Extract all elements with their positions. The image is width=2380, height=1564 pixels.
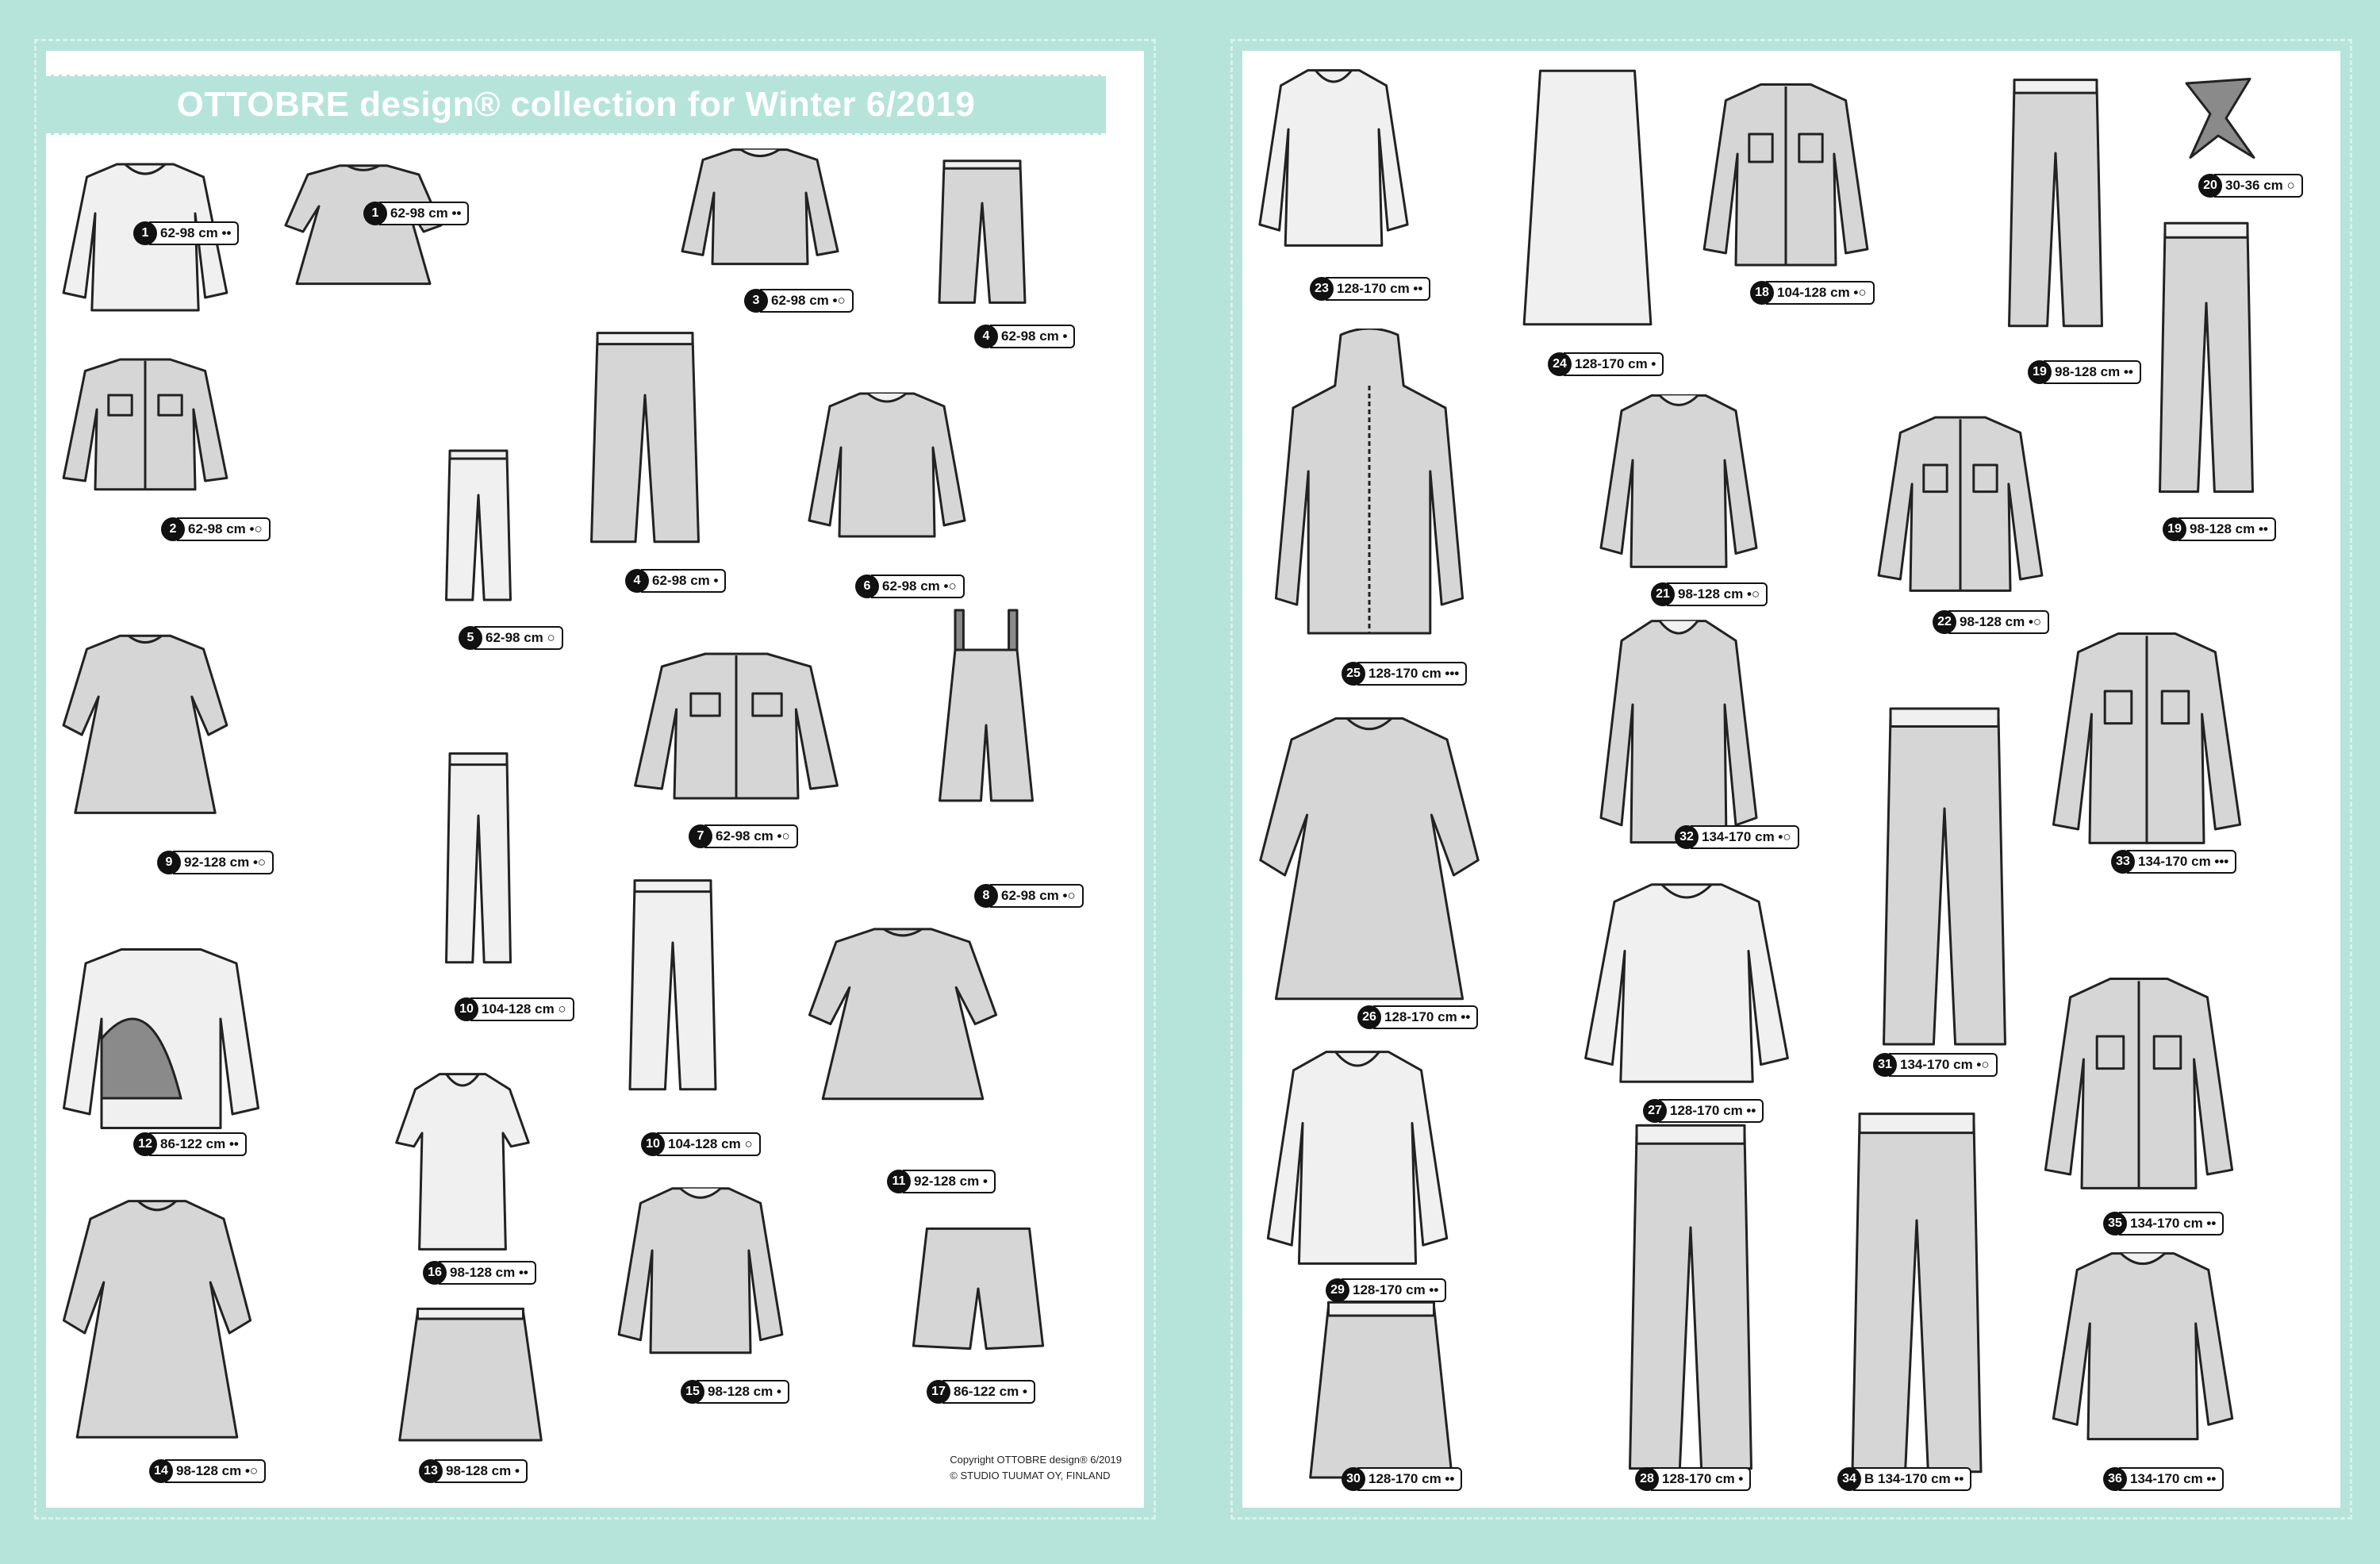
garment-skirt-drawing	[1306, 1297, 1457, 1487]
garment-shorts-drawing	[911, 1217, 1046, 1360]
pattern-size-range: 134-170 cm ••	[2119, 1467, 2224, 1491]
pattern-number-badge: 12	[133, 1132, 157, 1156]
pattern-label	[2103, 1467, 2224, 1491]
garment-pants-drawing	[2155, 217, 2258, 503]
pattern-label	[459, 626, 563, 650]
pattern-label	[419, 1459, 528, 1483]
pattern-size-range: 98-128 cm •○	[1667, 582, 1768, 606]
pattern-number-badge: 26	[1357, 1005, 1381, 1029]
pattern-label	[1548, 352, 1664, 376]
pattern-number-badge: 34	[1837, 1467, 1861, 1491]
garment-jacket-drawing	[2052, 622, 2242, 852]
pattern-size-range: 62-98 cm •○	[760, 289, 854, 313]
pattern-number-badge: 20	[2198, 174, 2222, 198]
pattern-label	[2111, 850, 2236, 874]
catalog-page-right	[1242, 51, 2340, 1508]
pattern-number-badge: 36	[2103, 1467, 2127, 1491]
pattern-size-range: 62-98 cm ••	[379, 202, 469, 225]
collection-banner	[46, 75, 1106, 135]
garment-sweater-drawing	[62, 940, 260, 1138]
pattern-size-range: 30-36 cm ○	[2214, 174, 2303, 198]
garment-jacket-flare-drawing	[62, 352, 228, 495]
pattern-size-range: 62-98 cm •	[990, 325, 1075, 348]
pattern-size-range: 128-170 cm ••	[1357, 1467, 1462, 1491]
pattern-size-range: 128-170 cm •	[1564, 352, 1664, 376]
garment-shirt-long-drawing	[617, 1178, 784, 1360]
pattern-size-range: 98-128 cm •○	[1948, 610, 2049, 634]
garment-jacket-drawing	[2044, 967, 2234, 1197]
pattern-size-range: 104-128 cm •○	[1766, 281, 1875, 305]
pattern-label	[133, 221, 239, 245]
pattern-label	[1675, 825, 1799, 849]
garment-shirt-long-drawing	[681, 142, 839, 269]
pattern-number-badge: 29	[1326, 1278, 1349, 1302]
garment-shirt-long-drawing	[1599, 606, 1758, 852]
pattern-number-badge: 13	[419, 1459, 443, 1483]
pattern-number-badge: 3	[744, 289, 768, 313]
pattern-number-badge: 10	[455, 997, 478, 1021]
pattern-size-range: 98-128 cm ••	[439, 1261, 536, 1285]
pattern-number-badge: 1	[363, 202, 387, 225]
pattern-size-range: 92-128 cm •○	[173, 851, 274, 874]
garment-leggings-drawing	[443, 448, 514, 606]
pattern-number-badge: 19	[2028, 360, 2052, 384]
pattern-label	[2103, 1212, 2224, 1235]
pattern-size-range: 98-128 cm •	[697, 1380, 789, 1404]
pattern-number-badge: 15	[681, 1380, 704, 1404]
pattern-size-range: 98-128 cm ••	[2178, 517, 2276, 541]
garment-overalls-drawing	[935, 606, 1038, 805]
pattern-label	[974, 884, 1084, 908]
pattern-number-badge: 18	[1750, 281, 1774, 305]
pattern-label	[1651, 582, 1768, 606]
pattern-size-range: 128-170 cm ••	[1326, 277, 1430, 301]
pattern-number-badge: 14	[149, 1459, 173, 1483]
garment-shirt-long-drawing	[2052, 1241, 2234, 1447]
garment-jacket-drawing	[1702, 75, 1869, 273]
pattern-size-range: 92-128 cm •	[903, 1170, 996, 1193]
garment-jacket-drawing	[1877, 408, 2044, 598]
pattern-size-range: 128-170 cm ••	[1373, 1005, 1478, 1029]
pattern-number-badge: 25	[1342, 662, 1365, 686]
pattern-number-badge: 32	[1675, 825, 1699, 849]
pattern-label	[1933, 610, 2049, 634]
pattern-number-badge: 4	[974, 325, 998, 348]
pattern-size-range: 98-128 cm •	[435, 1459, 528, 1483]
pattern-size-range: 62-98 cm •○	[704, 824, 798, 848]
pattern-size-range: B 134-170 cm ••	[1853, 1467, 1971, 1491]
pattern-label	[641, 1132, 761, 1156]
garment-shirt-long-drawing	[808, 384, 966, 543]
pattern-size-range: 104-128 cm ○	[657, 1132, 761, 1156]
pattern-number-badge: 21	[1651, 582, 1675, 606]
pattern-number-badge: 2	[161, 517, 185, 541]
pattern-label	[1837, 1467, 1971, 1491]
pattern-label	[1635, 1467, 1751, 1491]
pattern-size-range: 134-170 cm ••	[2119, 1212, 2224, 1235]
pattern-label	[455, 997, 574, 1021]
pattern-label	[887, 1170, 996, 1193]
garment-scarf-drawing	[2178, 75, 2258, 162]
garment-shirt-long-drawing	[1599, 384, 1758, 574]
pattern-number-badge: 24	[1548, 352, 1572, 376]
pattern-size-range: 86-122 cm ••	[149, 1132, 247, 1156]
pattern-size-range: 98-128 cm ••	[2044, 360, 2141, 384]
garment-blouse-drawing	[1266, 1043, 1449, 1273]
pattern-size-range: 62-98 cm •	[641, 569, 726, 593]
garment-pants-drawing	[1845, 1106, 1988, 1487]
garment-hoodie-drawing	[1274, 329, 1464, 646]
pattern-size-range: 98-128 cm •○	[165, 1459, 266, 1483]
pattern-number-badge: 6	[855, 574, 879, 598]
pattern-number-badge: 31	[1873, 1053, 1897, 1077]
pattern-label	[2163, 517, 2276, 541]
pattern-label	[1342, 1467, 1462, 1491]
pattern-label	[363, 202, 469, 225]
garment-skirt-drawing	[395, 1305, 546, 1447]
pattern-size-range: 62-98 cm ○	[474, 626, 563, 650]
garment-dress-drawing	[808, 924, 998, 1106]
pattern-number-badge: 4	[625, 569, 649, 593]
garment-jacket-drawing	[633, 646, 839, 805]
pattern-label	[2198, 174, 2303, 198]
pattern-size-range: 104-128 cm ○	[470, 997, 574, 1021]
pattern-number-badge: 28	[1635, 1467, 1659, 1491]
garment-dress-drawing	[284, 162, 443, 289]
pattern-label	[974, 325, 1075, 348]
collection-title: OTTOBRE design® collection for Winter 6/2019	[176, 85, 976, 124]
garment-pants-drawing	[1623, 1118, 1758, 1483]
pattern-label	[1873, 1053, 1998, 1077]
pattern-size-range: 62-98 cm •○	[990, 884, 1084, 908]
catalog-page-left	[46, 51, 1144, 1508]
pattern-size-range: 128-170 cm •••	[1357, 662, 1467, 686]
pattern-size-range: 128-170 cm ••	[1342, 1278, 1446, 1302]
pattern-label	[161, 517, 271, 541]
pattern-size-range: 134-170 cm •○	[1889, 1053, 1998, 1077]
pattern-label	[1357, 1005, 1478, 1029]
pattern-number-badge: 19	[2163, 517, 2186, 541]
pattern-label	[625, 569, 726, 593]
pattern-size-range: 62-98 cm ••	[149, 221, 239, 245]
garment-pants-drawing	[2004, 75, 2107, 336]
garment-blouse-drawing	[1583, 876, 1790, 1090]
garment-dress-drawing	[62, 1193, 252, 1447]
copyright-line-2: © STUDIO TUUMAT OY, FINLAND	[950, 1470, 1111, 1481]
pattern-label	[2028, 360, 2141, 384]
pattern-number-badge: 10	[641, 1132, 665, 1156]
garment-blouse-short-drawing	[395, 1066, 530, 1257]
pattern-number-badge: 27	[1643, 1099, 1667, 1123]
pattern-label	[1750, 281, 1875, 305]
copyright-line-1: Copyright OTTOBRE design® 6/2019	[950, 1454, 1122, 1466]
pattern-number-badge: 11	[887, 1170, 911, 1193]
pattern-label	[423, 1261, 536, 1285]
garment-leggings-drawing	[443, 749, 514, 971]
pattern-number-badge: 7	[689, 824, 712, 848]
garment-pants-drawing	[1877, 701, 2012, 1059]
pattern-size-range: 62-98 cm •○	[177, 517, 271, 541]
copyright-notice	[950, 1452, 1122, 1484]
pattern-number-badge: 35	[2103, 1212, 2127, 1235]
garment-blouse-drawing	[1258, 63, 1409, 253]
pattern-label	[681, 1380, 789, 1404]
pattern-size-range: 134-170 cm •○	[1691, 825, 1799, 849]
pattern-label	[149, 1459, 266, 1483]
pattern-number-badge: 30	[1342, 1467, 1365, 1491]
pattern-label	[133, 1132, 247, 1156]
garment-pants-drawing	[585, 329, 704, 551]
pattern-number-badge: 22	[1933, 610, 1956, 634]
pattern-label	[1310, 277, 1430, 301]
pattern-number-badge: 5	[459, 626, 482, 650]
pattern-size-range: 128-170 cm ••	[1659, 1099, 1764, 1123]
garment-dress-drawing	[1258, 709, 1480, 1011]
garment-leggings-drawing	[625, 876, 720, 1098]
pattern-label	[855, 574, 965, 598]
pattern-number-badge: 23	[1310, 277, 1334, 301]
garment-long-skirt-drawing	[1520, 63, 1655, 332]
pattern-size-range: 86-122 cm •	[942, 1380, 1035, 1404]
pattern-label	[689, 824, 798, 848]
pattern-label	[1342, 662, 1467, 686]
pattern-size-range: 134-170 cm •••	[2127, 850, 2236, 874]
pattern-number-badge: 8	[974, 884, 998, 908]
pattern-label	[927, 1380, 1035, 1404]
pattern-number-badge: 16	[423, 1261, 447, 1285]
garment-dress-drawing	[62, 630, 228, 820]
pattern-size-range: 128-170 cm •	[1651, 1467, 1751, 1491]
pattern-number-badge: 33	[2111, 850, 2135, 874]
pattern-label	[744, 289, 854, 313]
pattern-label	[157, 851, 274, 874]
garment-pants-drawing	[935, 158, 1030, 309]
pattern-number-badge: 17	[927, 1380, 950, 1404]
pattern-size-range: 62-98 cm •○	[871, 574, 965, 598]
pattern-number-badge: 1	[133, 221, 157, 245]
pattern-number-badge: 9	[157, 851, 181, 874]
